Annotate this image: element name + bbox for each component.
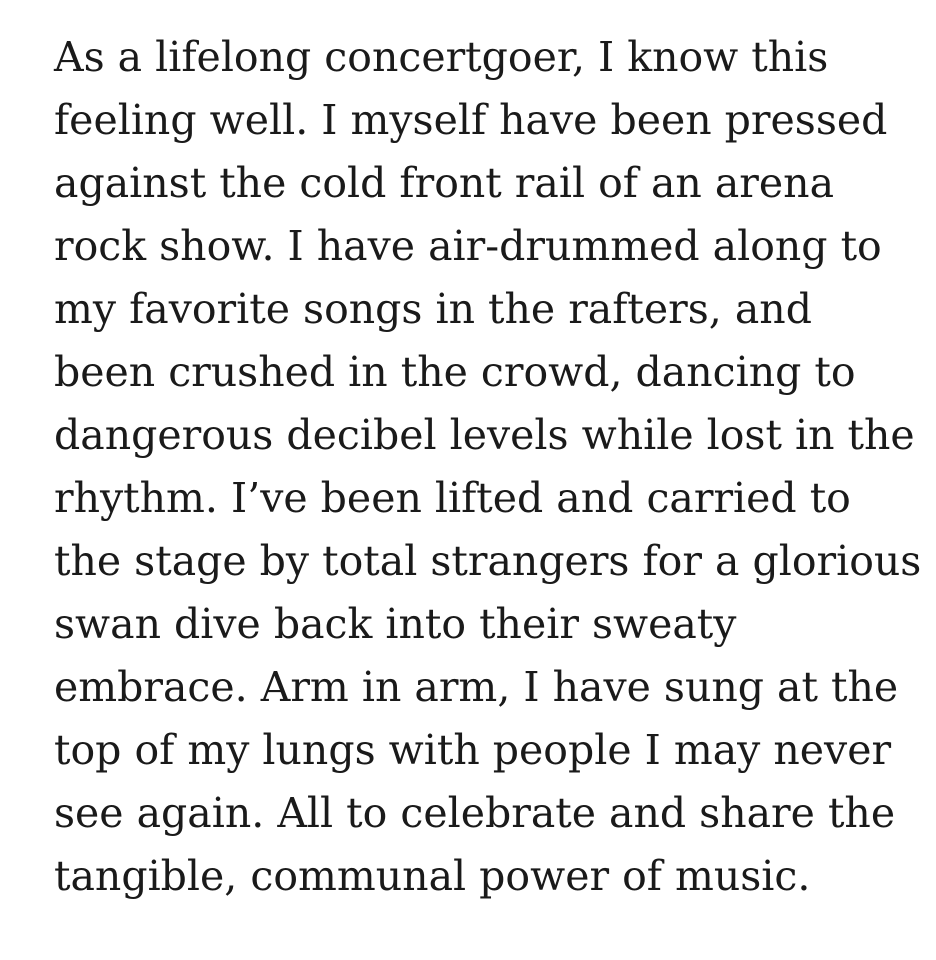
body-paragraph	[54, 26, 924, 908]
paragraph-line: the stage by total strangers for a glorious	[54, 537, 922, 585]
paragraph-line: embrace. Arm in arm, I have sung at the	[54, 663, 899, 711]
paragraph-line: swan dive back into their sweaty	[54, 600, 737, 648]
paragraph-line: tangible, communal power of music.	[54, 852, 811, 900]
paragraph-line: my favorite songs in the rafters, and	[54, 285, 812, 333]
paragraph-line: top of my lungs with people I may never	[54, 726, 892, 774]
paragraph-line: rock show. I have air-drummed along to	[54, 222, 882, 270]
paragraph-line: been crushed in the crowd, dancing to	[54, 348, 856, 396]
paragraph-line: As a lifelong concertgoer, I know this	[54, 33, 829, 81]
paragraph-line: feeling well. I myself have been pressed	[54, 96, 888, 144]
paragraph-line: against the cold front rail of an arena	[54, 159, 835, 207]
paragraph-line: rhythm. I’ve been lifted and carried to	[54, 474, 851, 522]
paragraph-line: dangerous decibel levels while lost in the	[54, 411, 915, 459]
paragraph-line: see again. All to celebrate and share the	[54, 789, 896, 837]
